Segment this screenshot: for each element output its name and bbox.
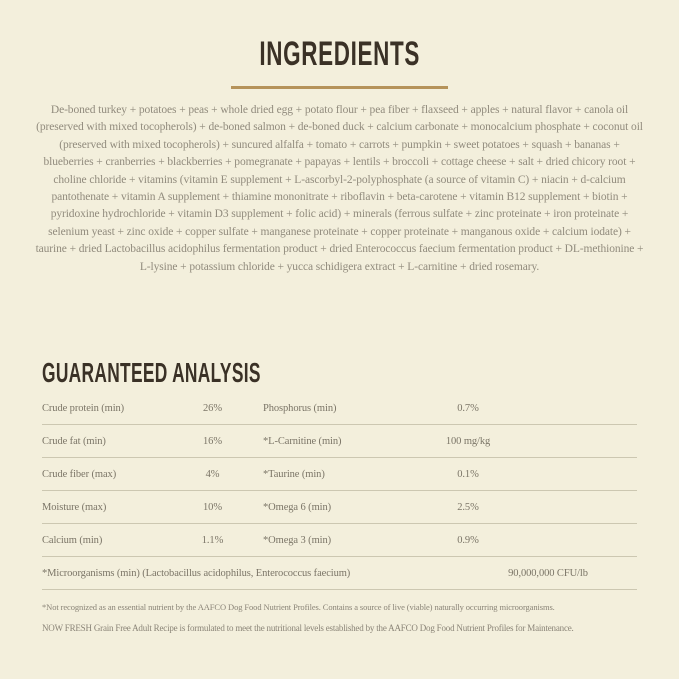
ingredients-title	[0, 36, 679, 73]
ingredients-title-text: INGREDIENTS	[259, 35, 420, 73]
table-row	[42, 524, 637, 557]
nutrient-value: 90,000,000 CFU/lb	[508, 567, 588, 579]
nutrient-label: *Omega 6 (min)	[263, 501, 331, 513]
aafco-statement: NOW FRESH Grain Free Adult Recipe is formulated to meet the nutritional levels established by the AAFCO Dog Food Nutrient Profiles for Maintenance.	[42, 623, 574, 633]
nutrient-label: Crude protein (min)	[42, 402, 125, 414]
nutrient-label: Crude fat (min)	[42, 435, 106, 447]
nutrient-label: Calcium (min)	[42, 534, 103, 546]
nutrient-label: *L-Carnitine (min)	[263, 435, 342, 447]
nutrient-value: 100 mg/kg	[445, 435, 491, 447]
guaranteed-analysis-section	[42, 358, 637, 636]
ingredients-section	[0, 36, 679, 276]
nutrient-label: *Taurine (min)	[263, 468, 325, 480]
table-row	[42, 392, 637, 425]
nutrient-value: 1.1%	[201, 534, 224, 546]
nutrient-value: 0.7%	[457, 402, 479, 414]
title-underline-rule	[231, 86, 448, 89]
nutrient-value: 10%	[203, 501, 222, 513]
nutrient-value: 0.9%	[457, 534, 479, 546]
nutrient-value: 4%	[205, 468, 220, 480]
asterisk-footnote: *Not recognized as an essential nutrient by the AAFCO Dog Food Nutrient Profiles. Contains a source of live (viable) naturally occurring microorganisms.	[42, 602, 555, 612]
table-row	[42, 458, 637, 491]
nutrient-label: Moisture (max)	[42, 501, 107, 513]
table-row	[42, 425, 637, 458]
guaranteed-analysis-heading	[42, 358, 637, 388]
guaranteed-analysis-title-text: GUARANTEED ANALYSIS	[42, 357, 261, 388]
ingredients-list-text: De-boned turkey + potatoes + peas + whole dried egg + potato flour + pea fiber + flaxseed + apples + natural flavor + canola oil (preserved with mixed tocopherols) + de-boned salmon + de-boned duck + calcium carbonate + monocalcium phosphate + coconut oil (preserved with mixed tocopherols) + suncured alfalfa + tomato + carrots + pumpkin + sweet potatoes + squash + bananas + blueberries + cranberries + blackberries + pomegranate + papayas + lentils + broccoli + cottage cheese + salt + dried chicory root + choline chloride + vitamins (vitamin E supplement + L-ascorbyl-2-polyphosphate (a source of vitamin C) + niacin + d-calcium pantothenate + vitamin A supplement + thiamine mononitrate + riboflavin + beta-carotene + vitamin B12 supplement + biotin + pyridoxine hydrochloride + vitamin D3 supplement + folic acid) + minerals (ferrous sulfate + zinc proteinate + iron proteinate + selenium yeast + zinc oxide + copper sulfate + manganese proteinate + copper proteinate + manganous oxide + calcium iodate) + taurine + dried Lactobacillus acidophilus fermentation product + dried Enterococcus faecium fermentation product + DL-methionine + L-lysine + potassium chloride + yucca schidigera extract + L-carnitine + dried rosemary.	[35, 104, 644, 273]
nutrient-label: *Omega 3 (min)	[263, 534, 331, 546]
guaranteed-analysis-table	[42, 392, 637, 590]
nutrient-value: 2.5%	[457, 501, 479, 513]
nutrient-value: 16%	[203, 435, 222, 447]
nutrient-label: Crude fiber (max)	[42, 468, 117, 480]
nutrient-value: 0.1%	[457, 468, 479, 480]
nutrient-label: *Microorganisms (min) (Lactobacillus acidophilus, Enterococcus faecium)	[42, 567, 351, 579]
nutrient-value: 26%	[203, 402, 222, 414]
table-row	[42, 491, 637, 524]
table-row-microorganisms	[42, 557, 637, 590]
nutrient-label: Phosphorus (min)	[263, 402, 337, 414]
